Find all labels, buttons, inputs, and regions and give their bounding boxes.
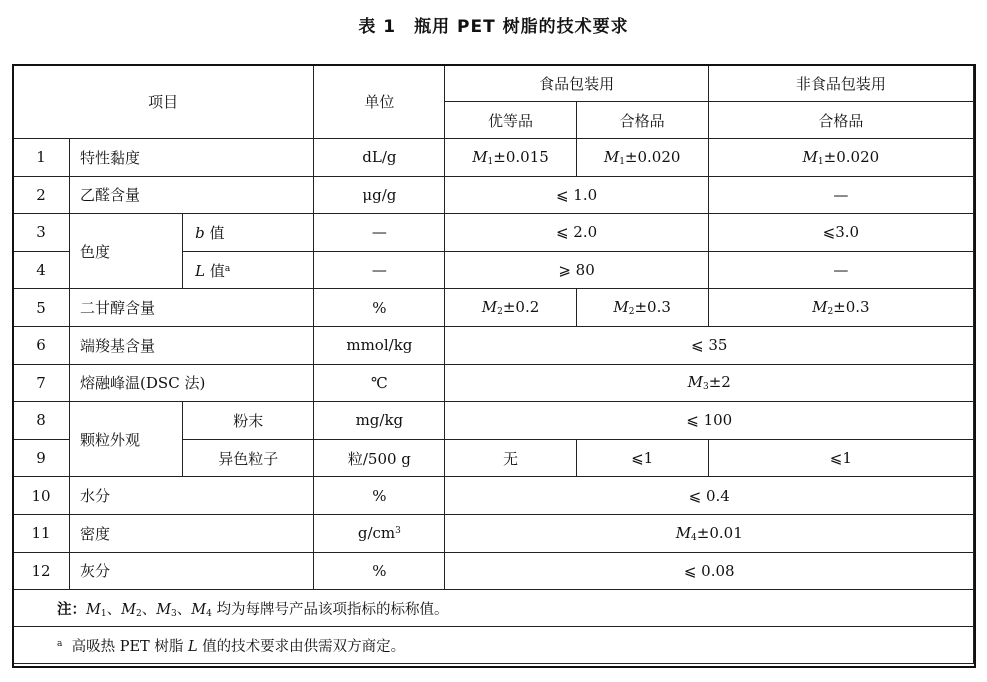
row-name: 熔融峰温(DSC 法) (70, 364, 314, 402)
value-all: $M_4\pm 0.01$ (445, 514, 974, 552)
spec-table (12, 64, 974, 664)
value-nonfood: ⩽3.0 (708, 214, 973, 252)
row-name: 水分 (70, 477, 314, 515)
table-row (13, 514, 974, 552)
table-row (13, 552, 974, 590)
table-row (13, 289, 974, 327)
footnote-row (13, 627, 974, 664)
row-no: 3 (13, 214, 70, 252)
row-name: 二甘醇含量 (70, 289, 314, 327)
value-food: ⩾ 80 (445, 251, 708, 289)
row-unit: $g/cm^3$ (314, 514, 445, 552)
row-no: 7 (13, 364, 70, 402)
row-unit: mg/kg (314, 402, 445, 440)
value-nonfood: $M_1\pm 0.020$ (708, 139, 973, 177)
value-superior: $M_1\pm 0.015$ (445, 139, 576, 177)
row-no: 5 (13, 289, 70, 327)
header-item: 项目 (13, 65, 314, 139)
table-row (13, 139, 974, 177)
value-all: ⩽ 0.4 (445, 477, 974, 515)
value-all: ⩽ 100 (445, 402, 974, 440)
value-food: ⩽ 2.0 (445, 214, 708, 252)
note-row (13, 590, 974, 627)
row-no: 1 (13, 139, 70, 177)
header-nonfood: 非食品包装用 (708, 65, 973, 102)
value-qualified: $M_1\pm 0.020$ (576, 139, 708, 177)
row-name: 灰分 (70, 552, 314, 590)
value-all: ⩽ 35 (445, 326, 974, 364)
value-qualified: ⩽1 (576, 439, 708, 477)
row-unit: ℃ (314, 364, 445, 402)
value-superior: 无 (445, 439, 576, 477)
row-no: 6 (13, 326, 70, 364)
row-subname: 异色粒子 (183, 439, 314, 477)
table-title: 表 1 瓶用 PET 树脂的技术要求 (358, 17, 629, 37)
row-unit: % (314, 289, 445, 327)
table-row (13, 477, 974, 515)
row-no: 11 (13, 514, 70, 552)
row-unit: — (314, 214, 445, 252)
row-unit: % (314, 552, 445, 590)
row-no: 10 (13, 477, 70, 515)
header-superior: 优等品 (445, 102, 576, 139)
table-row (13, 364, 974, 402)
row-no: 2 (13, 176, 70, 214)
value-nonfood: — (708, 251, 973, 289)
header-unit: 单位 (314, 65, 445, 139)
table-row (13, 326, 974, 364)
row-name: 乙醛含量 (70, 176, 314, 214)
value-nonfood: — (708, 176, 973, 214)
row-unit: mmol/kg (314, 326, 445, 364)
footnote-cell: $^a$ 高吸热 PET 树脂 L 值的技术要求由供需双方商定。 (13, 627, 974, 664)
row-unit: dL/g (314, 139, 445, 177)
header-qualified-nonfood: 合格品 (708, 102, 973, 139)
value-all: $M_3\pm 2$ (445, 364, 974, 402)
table-row (13, 176, 974, 214)
row-group-appearance: 颗粒外观 (70, 402, 183, 477)
row-no: 12 (13, 552, 70, 590)
row-subname: 粉末 (183, 402, 314, 440)
value-qualified: $M_2\pm 0.3$ (576, 289, 708, 327)
note-cell: 注：$M_1$、$M_2$、$M_3$、$M_4$ 均为每牌号产品该项指标的标称值。 (13, 590, 974, 627)
row-subname: L 值$^a$ (183, 251, 314, 289)
value-all: ⩽ 0.08 (445, 552, 974, 590)
header-food: 食品包装用 (445, 65, 708, 102)
row-no: 9 (13, 439, 70, 477)
row-no: 8 (13, 402, 70, 440)
table-row (13, 402, 974, 440)
value-nonfood: ⩽1 (708, 439, 973, 477)
row-unit: 粒/500 g (314, 439, 445, 477)
row-name: 密度 (70, 514, 314, 552)
row-unit: μg/g (314, 176, 445, 214)
table-row (13, 214, 974, 252)
header-qualified: 合格品 (576, 102, 708, 139)
header-row-1 (13, 65, 974, 102)
row-name: 端羧基含量 (70, 326, 314, 364)
row-group-color: 色度 (70, 214, 183, 289)
row-subname: b 值 (183, 214, 314, 252)
value-food: ⩽ 1.0 (445, 176, 708, 214)
row-no: 4 (13, 251, 70, 289)
value-nonfood: $M_2\pm 0.3$ (708, 289, 973, 327)
row-name: 特性黏度 (70, 139, 314, 177)
value-superior: $M_2\pm 0.2$ (445, 289, 576, 327)
row-unit: % (314, 477, 445, 515)
row-unit: — (314, 251, 445, 289)
